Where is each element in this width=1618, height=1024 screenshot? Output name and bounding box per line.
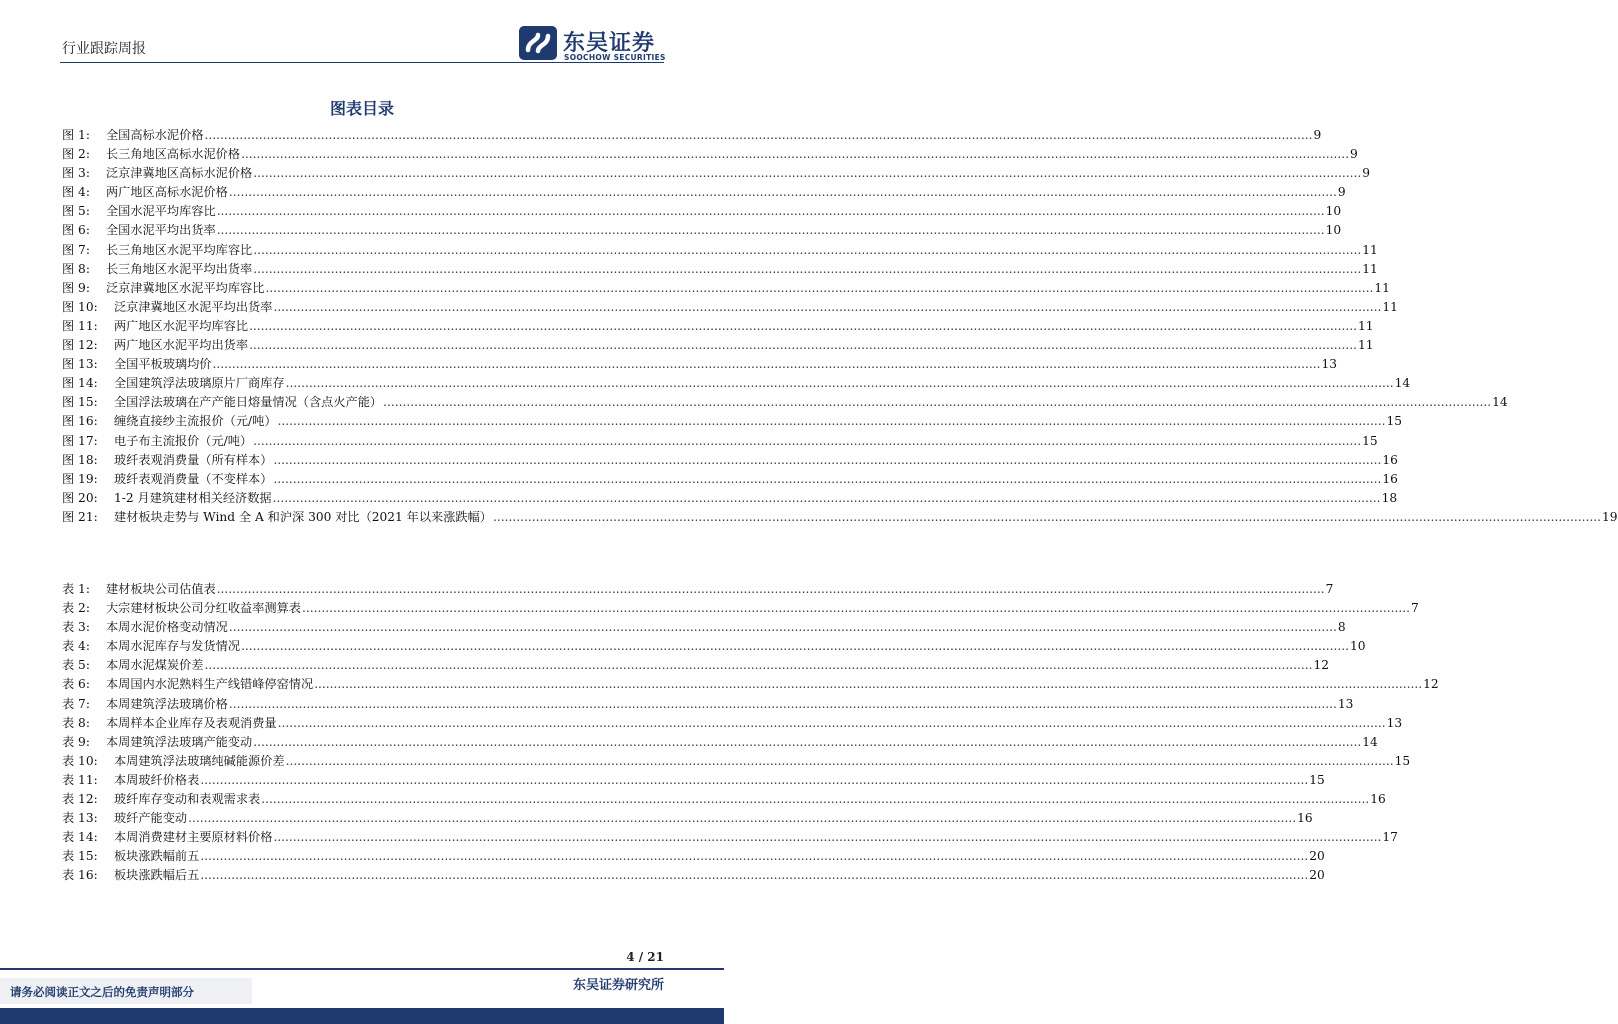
table-entry[interactable] bbox=[62, 847, 1325, 866]
table-list bbox=[62, 580, 1439, 886]
footer-bar bbox=[0, 1008, 724, 1024]
institute-name: 东吴证券研究所 bbox=[572, 978, 664, 993]
figure-entry[interactable] bbox=[62, 164, 1370, 183]
leader-dots bbox=[273, 300, 1381, 314]
leader-dots bbox=[249, 338, 1357, 352]
figure-entry[interactable] bbox=[62, 279, 1390, 298]
brand-name-en: SOOCHOW SECURITIES bbox=[564, 53, 666, 62]
figure-entry[interactable] bbox=[62, 489, 1398, 508]
table-entry[interactable] bbox=[62, 599, 1419, 618]
entry-page: 8 bbox=[1337, 620, 1346, 635]
entry-page: 15 bbox=[1386, 414, 1403, 429]
table-entry[interactable] bbox=[62, 637, 1366, 656]
entry-title: 1-2 月建筑建材相关经济数据 bbox=[114, 490, 272, 505]
entry-number: 表 10: bbox=[62, 753, 98, 768]
leader-dots bbox=[200, 773, 1308, 787]
entry-page: 9 bbox=[1313, 128, 1322, 142]
entry-number: 表 16: bbox=[62, 868, 98, 883]
leader-dots bbox=[273, 453, 1381, 467]
leader-dots bbox=[205, 658, 1313, 672]
entry-title: 玻纤表观消费量（不变样本） bbox=[114, 471, 273, 486]
entry-title: 全国高标水泥价格 bbox=[106, 128, 204, 142]
entry-page: 16 bbox=[1370, 792, 1386, 807]
figure-entry[interactable] bbox=[62, 260, 1378, 279]
leader-dots bbox=[217, 204, 1325, 218]
entry-page: 11 bbox=[1358, 318, 1374, 333]
entry-title: 全国平板玻璃均价 bbox=[114, 357, 212, 372]
figure-entry[interactable] bbox=[62, 183, 1346, 202]
leader-dots bbox=[241, 639, 1349, 653]
entry-number: 表 9: bbox=[62, 734, 90, 749]
entry-title: 全国水泥平均库容比 bbox=[106, 204, 216, 219]
figure-entry[interactable] bbox=[62, 355, 1337, 374]
entry-title: 建材板块公司估值表 bbox=[106, 582, 216, 596]
leader-dots bbox=[249, 319, 1357, 333]
entry-title: 本周水泥煤炭价差 bbox=[106, 658, 204, 673]
footer-divider bbox=[0, 968, 724, 970]
leader-dots bbox=[493, 510, 1601, 524]
entry-number: 图 16: bbox=[62, 414, 98, 429]
entry-page: 17 bbox=[1382, 830, 1398, 845]
entry-page: 14 bbox=[1394, 376, 1411, 391]
entry-page: 12 bbox=[1313, 658, 1329, 673]
table-entry[interactable] bbox=[62, 790, 1386, 809]
entry-number: 图 19: bbox=[62, 471, 98, 486]
entry-page: 14 bbox=[1362, 734, 1378, 749]
entry-number: 表 12: bbox=[62, 792, 98, 807]
entry-title: 板块涨跌幅前五 bbox=[114, 849, 200, 864]
leader-dots bbox=[314, 677, 1422, 691]
entry-title: 本周消费建材主要原材料价格 bbox=[114, 830, 273, 845]
figure-list bbox=[62, 126, 1618, 527]
entry-title: 大宗建材板块公司分红收益率测算表 bbox=[106, 601, 301, 616]
brand-logo bbox=[519, 26, 669, 62]
entry-number: 图 4: bbox=[62, 185, 90, 200]
entry-title: 本周建筑浮法玻璃产能变动 bbox=[106, 734, 253, 749]
entry-title: 本周样本企业库存及表观消费量 bbox=[106, 715, 277, 730]
entry-number: 图 21: bbox=[62, 509, 98, 524]
entry-page: 11 bbox=[1362, 261, 1378, 276]
entry-title: 长三角地区水泥平均库容比 bbox=[106, 242, 253, 257]
leader-dots bbox=[217, 582, 1325, 596]
entry-title: 电子布主流报价（元/吨） bbox=[114, 433, 253, 448]
figure-entry[interactable] bbox=[62, 393, 1508, 412]
figure-entry[interactable] bbox=[62, 336, 1374, 355]
entry-number: 图 14: bbox=[62, 376, 98, 391]
entry-page: 13 bbox=[1337, 696, 1354, 711]
leader-dots bbox=[229, 185, 1337, 199]
entry-page: 7 bbox=[1410, 601, 1419, 616]
figure-entry[interactable] bbox=[62, 202, 1342, 221]
leader-dots bbox=[273, 472, 1381, 486]
entry-title: 泛京津冀地区水泥平均库容比 bbox=[106, 280, 265, 295]
leader-dots bbox=[213, 357, 1321, 371]
entry-title: 泛京津冀地区高标水泥价格 bbox=[106, 166, 253, 181]
entry-number: 图 11: bbox=[62, 318, 98, 333]
entry-title: 长三角地区高标水泥价格 bbox=[106, 147, 241, 162]
table-entry[interactable] bbox=[62, 675, 1439, 694]
entry-number: 表 15: bbox=[62, 849, 98, 864]
entry-number: 表 11: bbox=[62, 772, 98, 787]
figure-entry[interactable] bbox=[62, 374, 1411, 393]
figure-entry[interactable] bbox=[62, 432, 1378, 451]
entry-page: 11 bbox=[1382, 299, 1398, 314]
entry-page: 19 bbox=[1601, 509, 1618, 524]
entry-number: 图 12: bbox=[62, 338, 98, 353]
leader-dots bbox=[229, 697, 1337, 711]
leader-dots bbox=[273, 830, 1381, 844]
leader-dots bbox=[200, 868, 1308, 882]
entry-number: 图 20: bbox=[62, 490, 98, 505]
figure-entry[interactable] bbox=[62, 221, 1342, 240]
leader-dots bbox=[273, 491, 1381, 505]
table-entry[interactable] bbox=[62, 580, 1334, 599]
figure-entry[interactable] bbox=[62, 451, 1398, 470]
entry-number: 图 17: bbox=[62, 433, 98, 448]
soochow-logo-icon bbox=[519, 26, 557, 60]
figure-entry[interactable] bbox=[62, 126, 1322, 145]
entry-title: 板块涨跌幅后五 bbox=[114, 868, 200, 883]
figure-entry[interactable] bbox=[62, 508, 1618, 527]
leader-dots bbox=[253, 735, 1361, 749]
entry-title: 本周国内水泥熟料生产线错峰停窑情况 bbox=[106, 677, 314, 692]
entry-page: 18 bbox=[1381, 490, 1398, 505]
table-entry[interactable] bbox=[62, 771, 1325, 790]
entry-page: 15 bbox=[1394, 753, 1411, 768]
entry-title: 全国浮法玻璃在产产能日熔量情况（含点火产能） bbox=[114, 395, 383, 410]
entry-page: 9 bbox=[1350, 147, 1358, 162]
figure-entry[interactable] bbox=[62, 298, 1398, 317]
table-entry[interactable] bbox=[62, 809, 1313, 828]
table-entry[interactable] bbox=[62, 618, 1346, 637]
entry-page: 11 bbox=[1358, 338, 1374, 353]
leader-dots bbox=[253, 434, 1361, 448]
report-type-label: 行业跟踪周报 bbox=[62, 41, 146, 57]
entry-number: 表 3: bbox=[62, 620, 90, 635]
table-entry[interactable] bbox=[62, 866, 1325, 885]
leader-dots bbox=[383, 395, 1491, 409]
leader-dots bbox=[265, 281, 1373, 295]
entry-page: 9 bbox=[1337, 185, 1346, 200]
leader-dots bbox=[253, 243, 1361, 257]
entry-title: 玻纤表观消费量（所有样本） bbox=[114, 452, 273, 467]
entry-title: 本周水泥价格变动情况 bbox=[106, 620, 228, 635]
entry-title: 全国建筑浮法玻璃原片厂商库存 bbox=[114, 376, 285, 391]
page-number: 4 / 21 bbox=[626, 950, 664, 964]
entry-title: 本周建筑浮法玻璃价格 bbox=[106, 696, 228, 711]
table-entry[interactable] bbox=[62, 733, 1378, 752]
entry-number: 图 18: bbox=[62, 452, 98, 467]
entry-title: 泛京津冀地区水泥平均出货率 bbox=[114, 299, 273, 314]
entry-title: 建材板块走势与 Wind 全 A 和沪深 300 对比（2021 年以来涨跌幅） bbox=[114, 509, 492, 524]
table-entry[interactable] bbox=[62, 752, 1411, 771]
table-entry[interactable] bbox=[62, 714, 1403, 733]
table-entry[interactable] bbox=[62, 656, 1329, 675]
entry-page: 10 bbox=[1350, 639, 1366, 654]
entry-page: 16 bbox=[1297, 811, 1313, 826]
entry-number: 图 10: bbox=[62, 299, 98, 314]
figure-entry[interactable] bbox=[62, 317, 1374, 336]
entry-number: 图 15: bbox=[62, 395, 98, 410]
leader-dots bbox=[261, 792, 1369, 806]
entry-title: 玻纤产能变动 bbox=[114, 811, 188, 826]
entry-number: 表 6: bbox=[62, 677, 90, 692]
leader-dots bbox=[253, 262, 1361, 276]
entry-number: 表 8: bbox=[62, 715, 90, 730]
table-entry[interactable] bbox=[62, 828, 1398, 847]
entry-page: 15 bbox=[1362, 433, 1378, 448]
entry-title: 全国水泥平均出货率 bbox=[106, 223, 216, 238]
entry-title: 缠绕直接纱主流报价（元/吨） bbox=[114, 414, 277, 429]
entry-title: 本周水泥库存与发货情况 bbox=[106, 639, 241, 654]
figure-entry[interactable] bbox=[62, 145, 1358, 164]
entry-page: 20 bbox=[1309, 868, 1325, 883]
leader-dots bbox=[302, 601, 1410, 615]
entry-title: 两广地区水泥平均出货率 bbox=[114, 338, 249, 353]
entry-number: 图 6: bbox=[62, 223, 90, 238]
entry-number: 图 8: bbox=[62, 261, 90, 276]
entry-number: 图 7: bbox=[62, 242, 90, 257]
entry-page: 16 bbox=[1382, 452, 1398, 467]
figure-entry[interactable] bbox=[62, 412, 1403, 431]
entry-page: 20 bbox=[1309, 849, 1325, 864]
leader-dots bbox=[205, 128, 1313, 142]
leader-dots bbox=[286, 754, 1394, 768]
entry-page: 15 bbox=[1309, 772, 1325, 787]
entry-title: 长三角地区水泥平均出货率 bbox=[106, 261, 253, 276]
leader-dots bbox=[241, 147, 1349, 161]
toc-title: 图表目录 bbox=[329, 99, 394, 118]
entry-title: 本周玻纤价格表 bbox=[114, 772, 200, 787]
leader-dots bbox=[278, 716, 1386, 730]
leader-dots bbox=[253, 166, 1361, 180]
figure-entry[interactable] bbox=[62, 241, 1378, 260]
entry-number: 表 13: bbox=[62, 811, 98, 826]
table-entry[interactable] bbox=[62, 695, 1354, 714]
header-divider bbox=[60, 62, 664, 63]
entry-page: 10 bbox=[1325, 204, 1342, 219]
leader-dots bbox=[188, 811, 1296, 825]
entry-number: 表 5: bbox=[62, 658, 90, 673]
entry-number: 表 2: bbox=[62, 601, 90, 616]
entry-title: 玻纤库存变动和表观需求表 bbox=[114, 792, 261, 807]
entry-number: 图 13: bbox=[62, 357, 98, 372]
entry-number: 图 5: bbox=[62, 204, 90, 219]
leader-dots bbox=[217, 223, 1325, 237]
figure-entry[interactable] bbox=[62, 470, 1398, 489]
entry-number: 表 1: bbox=[62, 582, 90, 596]
entry-page: 13 bbox=[1321, 357, 1337, 372]
entry-number: 图 1: bbox=[62, 128, 90, 142]
entry-number: 表 14: bbox=[62, 830, 98, 845]
entry-number: 图 2: bbox=[62, 147, 90, 162]
entry-number: 表 7: bbox=[62, 696, 90, 711]
leader-dots bbox=[229, 620, 1337, 634]
entry-title: 本周建筑浮法玻璃纯碱能源价差 bbox=[114, 753, 285, 768]
entry-number: 图 3: bbox=[62, 166, 90, 181]
entry-number: 表 4: bbox=[62, 639, 90, 654]
entry-number: 图 9: bbox=[62, 280, 90, 295]
entry-page: 12 bbox=[1423, 677, 1439, 692]
disclaimer-text: 请务必阅读正文之后的免责声明部分 bbox=[10, 985, 194, 999]
entry-page: 14 bbox=[1492, 395, 1508, 410]
leader-dots bbox=[278, 414, 1386, 428]
entry-title: 两广地区水泥平均库容比 bbox=[114, 318, 249, 333]
leader-dots bbox=[286, 376, 1394, 390]
entry-page: 11 bbox=[1374, 280, 1390, 295]
brand-name-cn: 东吴证券 bbox=[563, 31, 656, 56]
leader-dots bbox=[200, 849, 1308, 863]
entry-page: 16 bbox=[1382, 471, 1398, 486]
entry-title: 两广地区高标水泥价格 bbox=[106, 185, 228, 200]
entry-page: 10 bbox=[1325, 223, 1342, 238]
entry-page: 13 bbox=[1386, 715, 1403, 730]
entry-page: 9 bbox=[1362, 166, 1370, 181]
entry-page: 7 bbox=[1325, 582, 1334, 596]
entry-page: 11 bbox=[1362, 242, 1378, 257]
